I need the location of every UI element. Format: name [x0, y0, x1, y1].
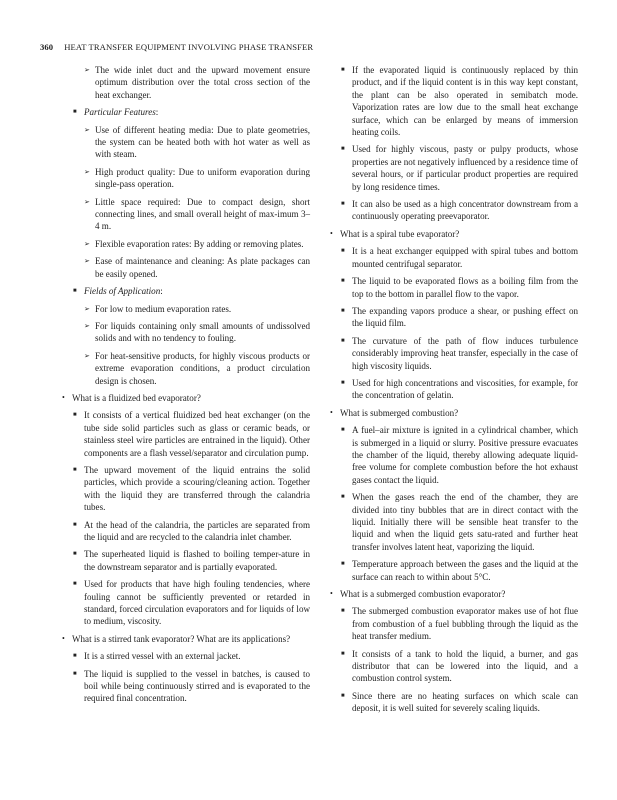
square-bullet-icon: ■	[73, 288, 77, 295]
running-title: HEAT TRANSFER EQUIPMENT INVOLVING PHASE TRANSFER	[64, 42, 314, 52]
square-bullet-icon: ■	[341, 561, 345, 568]
arrow-bullet-icon: ➢	[84, 304, 90, 313]
bullet-text: Used for high concentrations and viscosities, for example, for the concentration of gelatin.	[352, 377, 578, 401]
bullet-text: The liquid to be evaporated flows as a boiling film from the top to the bottom in parallel flow to the vapor.	[352, 276, 578, 299]
question	[62, 392, 310, 404]
bullet-text: It is a stirred vessel with an external jacket.	[84, 651, 241, 662]
bullet	[330, 491, 578, 553]
question-text: What is a spiral tube evaporator?	[340, 228, 460, 239]
square-bullet-icon: ■	[341, 427, 345, 434]
sub-bullet-text: The wide inlet duct and the upward movement ensure optimum distribution over the total cross section of the heat exchanger.	[95, 65, 310, 100]
bullet	[62, 578, 310, 628]
square-bullet-icon: ■	[73, 670, 77, 677]
round-bullet-icon: •	[330, 407, 333, 417]
bullet	[330, 305, 578, 330]
arrow-bullet-icon: ➢	[84, 197, 90, 206]
sub-bullet	[62, 238, 310, 250]
question-text: What is a fluidized bed evaporator?	[72, 392, 201, 403]
sub-bullet	[62, 303, 310, 315]
bullet-text: It consists of a vertical fluidized bed heat exchanger (on the tube side solid particles such as glass or ceramic beads, or stainless steel wire particles are entrained in the liquid). Other components are a flash vessel/separator and circulation pump.	[84, 410, 310, 458]
bullet-text: It can also be used as a high concentrator downstream from a continuously operating preevaporator.	[352, 199, 578, 222]
sub-bullet	[62, 350, 310, 387]
square-bullet-icon: ■	[73, 466, 77, 473]
round-bullet-icon: •	[62, 633, 65, 643]
question-text: What is submerged combustion?	[340, 407, 459, 418]
right-column	[330, 64, 578, 720]
bullet-text: The upward movement of the liquid entrains the solid particles, which provide a scouring/cleaning action. Together with the liquid they are transferred through the calandria tubes.	[84, 464, 310, 513]
bullet	[330, 690, 578, 715]
sub-bullet-text: Flexible evaporation rates: By adding or removing plates.	[95, 238, 304, 249]
bullet	[62, 464, 310, 514]
arrow-bullet-icon: ➢	[84, 66, 90, 74]
square-bullet-icon: ■	[73, 551, 77, 558]
bullet: ■ Fields of Application:	[73, 286, 163, 297]
section-heading-particular-features: Particular Features	[84, 107, 156, 118]
section-heading-fields-of-application: Fields of Application	[84, 286, 161, 297]
bullet	[330, 275, 578, 300]
page-number: 360	[40, 42, 54, 52]
sub-bullet	[62, 255, 310, 280]
bullet-text: Since there are no heating surfaces on which scale can deposit, it is well suited for severely scaling liquids.	[352, 690, 578, 714]
square-bullet-icon: ■	[341, 146, 345, 153]
sub-bullet-text: High product quality: Due to uniform evaporation during single-pass operation.	[95, 166, 310, 190]
bullet	[330, 377, 578, 402]
bullet	[330, 245, 578, 270]
sub-bullet	[62, 64, 310, 101]
bullet-text: The curvature of the path of flow induces turbulence considerably improving heat transfer, especially in the case of high viscosity liquids.	[352, 335, 578, 371]
bullet-text: The submerged combustion evaporator makes use of hot flue from combustion of a fuel bubbling through the liquid as the heat transfer medium.	[352, 606, 578, 642]
question-text: What is a stirred tank evaporator? What are its applications?	[72, 633, 291, 644]
bullet	[62, 668, 310, 705]
sub-bullet-text: Little space required: Due to compact design, short connecting lines, and small overall height of max-imum 3–4 m.	[95, 196, 310, 232]
sub-bullet-text: Ease of maintenance and cleaning: As plate packages can be easily opened.	[95, 256, 310, 279]
square-bullet-icon: ■	[341, 692, 345, 699]
bullet	[62, 519, 310, 544]
running-header	[40, 42, 313, 52]
sub-bullet	[62, 166, 310, 191]
square-bullet-icon: ■	[73, 412, 77, 419]
sub-bullet-text: For low to medium evaporation rates.	[95, 303, 232, 314]
bullet	[330, 558, 578, 583]
round-bullet-icon: •	[330, 228, 333, 238]
arrow-bullet-icon: ➢	[84, 239, 90, 248]
square-bullet-icon: ■	[73, 521, 77, 528]
square-bullet-icon: ■	[341, 278, 345, 285]
sub-bullet	[62, 320, 310, 345]
arrow-bullet-icon: ➢	[84, 257, 90, 266]
bullet-text: It consists of a tank to hold the liquid, a burner, and gas distributor that can be lowered into the liquid, and a combustion control system.	[352, 648, 578, 684]
bullet-text: At the head of the calandria, the particles are separated from the liquid and are recycled to the calandria inlet chamber.	[84, 519, 310, 542]
bullet-text: A fuel–air mixture is ignited in a cylindrical chamber, which is submerged in a liquid or slurry. Positive pressure evacuates the chamber of the liquid, thereby allowing adequate liquid-free volume for complete combustion before the hot exhaust gases contact the liquid.	[352, 425, 578, 485]
bullet-text: The superheated liquid is flashed to boiling temper-ature in the downstream separator and is partially evaporated.	[84, 549, 310, 572]
question	[330, 407, 578, 419]
square-bullet-icon: ■	[73, 109, 77, 116]
bullet-text: The liquid is supplied to the vessel in batches, is caused to boil while being continuously stirred and is evaporated to the required final concentration.	[84, 668, 310, 704]
square-bullet-icon: ■	[341, 201, 345, 208]
square-bullet-icon: ■	[341, 608, 345, 615]
bullet-text: When the gases reach the end of the chamber, they are divided into tiny bubbles that are in direct contact with the liquid. Initially there will be sensible heat transfer to the liquid and when the liquid gets satu-rated and further heat transfer involves latent heat, vaporizing the liquid.	[352, 492, 578, 552]
sub-bullet	[62, 196, 310, 233]
bullet	[62, 650, 310, 662]
square-bullet-icon: ■	[73, 653, 77, 660]
arrow-bullet-icon: ➢	[84, 321, 90, 330]
sub-bullet-text: For heat-sensitive products, for highly viscous products or extreme evaporation conditions, a product circulation design is chosen.	[95, 350, 310, 386]
bullet	[330, 605, 578, 642]
arrow-bullet-icon: ➢	[84, 351, 90, 360]
sub-bullet-text: For liquids containing only small amounts of undissolved solids and with no tendency to fouling.	[95, 320, 310, 344]
bullet-text: Used for highly viscous, pasty or pulpy products, whose properties are not negatively influenced by a residence time of several hours, or if particular product properties are required by long residence times.	[352, 144, 578, 192]
sub-bullet	[62, 124, 310, 161]
bullet	[330, 648, 578, 685]
bullet-text: The expanding vapors produce a shear, or pushing effect on the liquid film.	[352, 305, 578, 329]
square-bullet-icon: ■	[341, 494, 345, 501]
question	[330, 588, 578, 600]
bullet	[330, 424, 578, 486]
arrow-bullet-icon: ➢	[84, 167, 90, 176]
square-bullet-icon: ■	[341, 67, 345, 73]
square-bullet-icon: ■	[341, 307, 345, 314]
question	[62, 633, 310, 645]
bullet	[62, 409, 310, 459]
square-bullet-icon: ■	[341, 379, 345, 386]
bullet-text: Used for products that have high fouling tendencies, where fouling cannot be sufficiently prevented or retarded in standard, forced circulation evaporators and for liquids of low to medium, viscosity.	[84, 579, 310, 627]
square-bullet-icon: ■	[341, 248, 345, 255]
square-bullet-icon: ■	[341, 337, 345, 344]
round-bullet-icon: •	[62, 392, 65, 402]
square-bullet-icon: ■	[73, 581, 77, 588]
bullet-text: Temperature approach between the gases and the liquid at the surface can reach to within about 5°C.	[352, 559, 578, 582]
question	[330, 228, 578, 240]
round-bullet-icon: •	[330, 589, 333, 599]
bullet-text: It is a heat exchanger equipped with spiral tubes and bottom mounted centrifugal separator.	[352, 246, 578, 269]
bullet	[62, 548, 310, 573]
bullet	[330, 143, 578, 193]
square-bullet-icon: ■	[341, 650, 345, 657]
left-column	[62, 64, 310, 710]
question-text: What is a submerged combustion evaporator?	[340, 589, 506, 600]
arrow-bullet-icon: ➢	[84, 125, 90, 134]
bullet-text: If the evaporated liquid is continuously replaced by thin product, and if the liquid content is in this way kept constant, the plant can be also operated in semibatch mode. Vaporization rates are low due to the small heat exchange surface, which can be enlarged by means of immersion heating coils.	[352, 65, 578, 138]
bullet	[330, 335, 578, 372]
bullet: ■ Particular Features:	[73, 107, 159, 118]
bullet	[330, 64, 578, 138]
sub-bullet-text: Use of different heating media: Due to plate geometries, the system can be heated both with hot water as well as with steam.	[95, 124, 310, 160]
bullet	[330, 198, 578, 223]
